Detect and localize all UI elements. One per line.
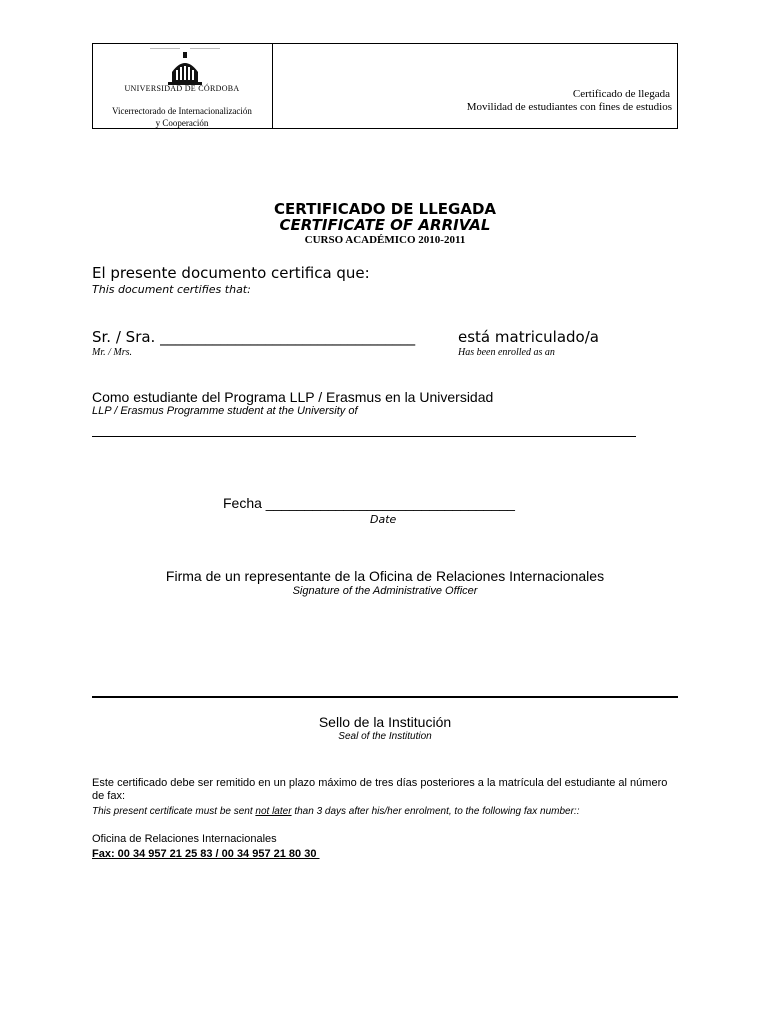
vicerrectorado-line1: Vicerrectorado de Internacionalización: [112, 106, 252, 116]
office-name: Oficina de Relaciones Internacionales: [92, 833, 277, 845]
certifies-english: This document certifies that:: [92, 283, 251, 296]
deadline-note-english: [92, 806, 579, 817]
enrolled-label-en: Has been enrolled as an: [458, 347, 555, 358]
university-logo: [150, 48, 220, 88]
note-en-underlined: not later: [255, 806, 292, 817]
title-english: CERTIFICATE OF ARRIVAL: [279, 216, 491, 234]
academic-year: CURSO ACADÉMICO 2010-2011: [304, 234, 466, 246]
seal-line: [92, 696, 678, 698]
student-name-field: Sr. / Sra. __________________________________: [92, 328, 416, 346]
fax-numbers: Fax: 00 34 957 21 25 83 / 00 34 957 21 80 30: [92, 848, 320, 860]
date-field: Fecha ________________________________: [223, 495, 515, 511]
note-en-before: This present certificate must be sent: [92, 806, 256, 817]
note-en-after: than 3 days after his/her enrolment, to the following fax number::: [291, 806, 580, 817]
deadline-note-spanish: Este certificado debe ser remitido en un plazo máximo de tres días posteriores a la matrícula del estudiante al número de fax:: [92, 777, 668, 802]
seal-english: Seal of the Institution: [338, 731, 432, 742]
header-mobility-type: Movilidad de estudiantes con fines de estudios: [466, 101, 672, 113]
signature-spanish: Firma de un representante de la Oficina de Relaciones Internacionales: [165, 568, 605, 584]
certifies-spanish: El presente documento certifica que:: [92, 264, 370, 282]
enrolled-label: está matriculado/a: [458, 328, 599, 346]
programme-spanish: Como estudiante del Programa LLP / Erasmus en la Universidad: [92, 389, 494, 405]
student-name-label-en: Mr. / Mrs.: [92, 347, 133, 358]
university-name: UNIVERSIDAD DE CÓRDOBA: [124, 84, 240, 93]
vicerrectorado-line2: y Cooperación: [155, 118, 209, 128]
header-certificate-type: Certificado de llegada: [572, 88, 670, 100]
programme-english: LLP / Erasmus Programme student at the University of: [92, 405, 358, 417]
title-spanish: CERTIFICADO DE LLEGADA: [273, 200, 497, 218]
university-blank-line: [92, 436, 636, 437]
header-divider: [272, 43, 273, 129]
seal-spanish: Sello de la Institución: [318, 714, 452, 730]
signature-english: Signature of the Administrative Officer: [292, 585, 478, 597]
date-label-en: Date: [370, 513, 397, 526]
